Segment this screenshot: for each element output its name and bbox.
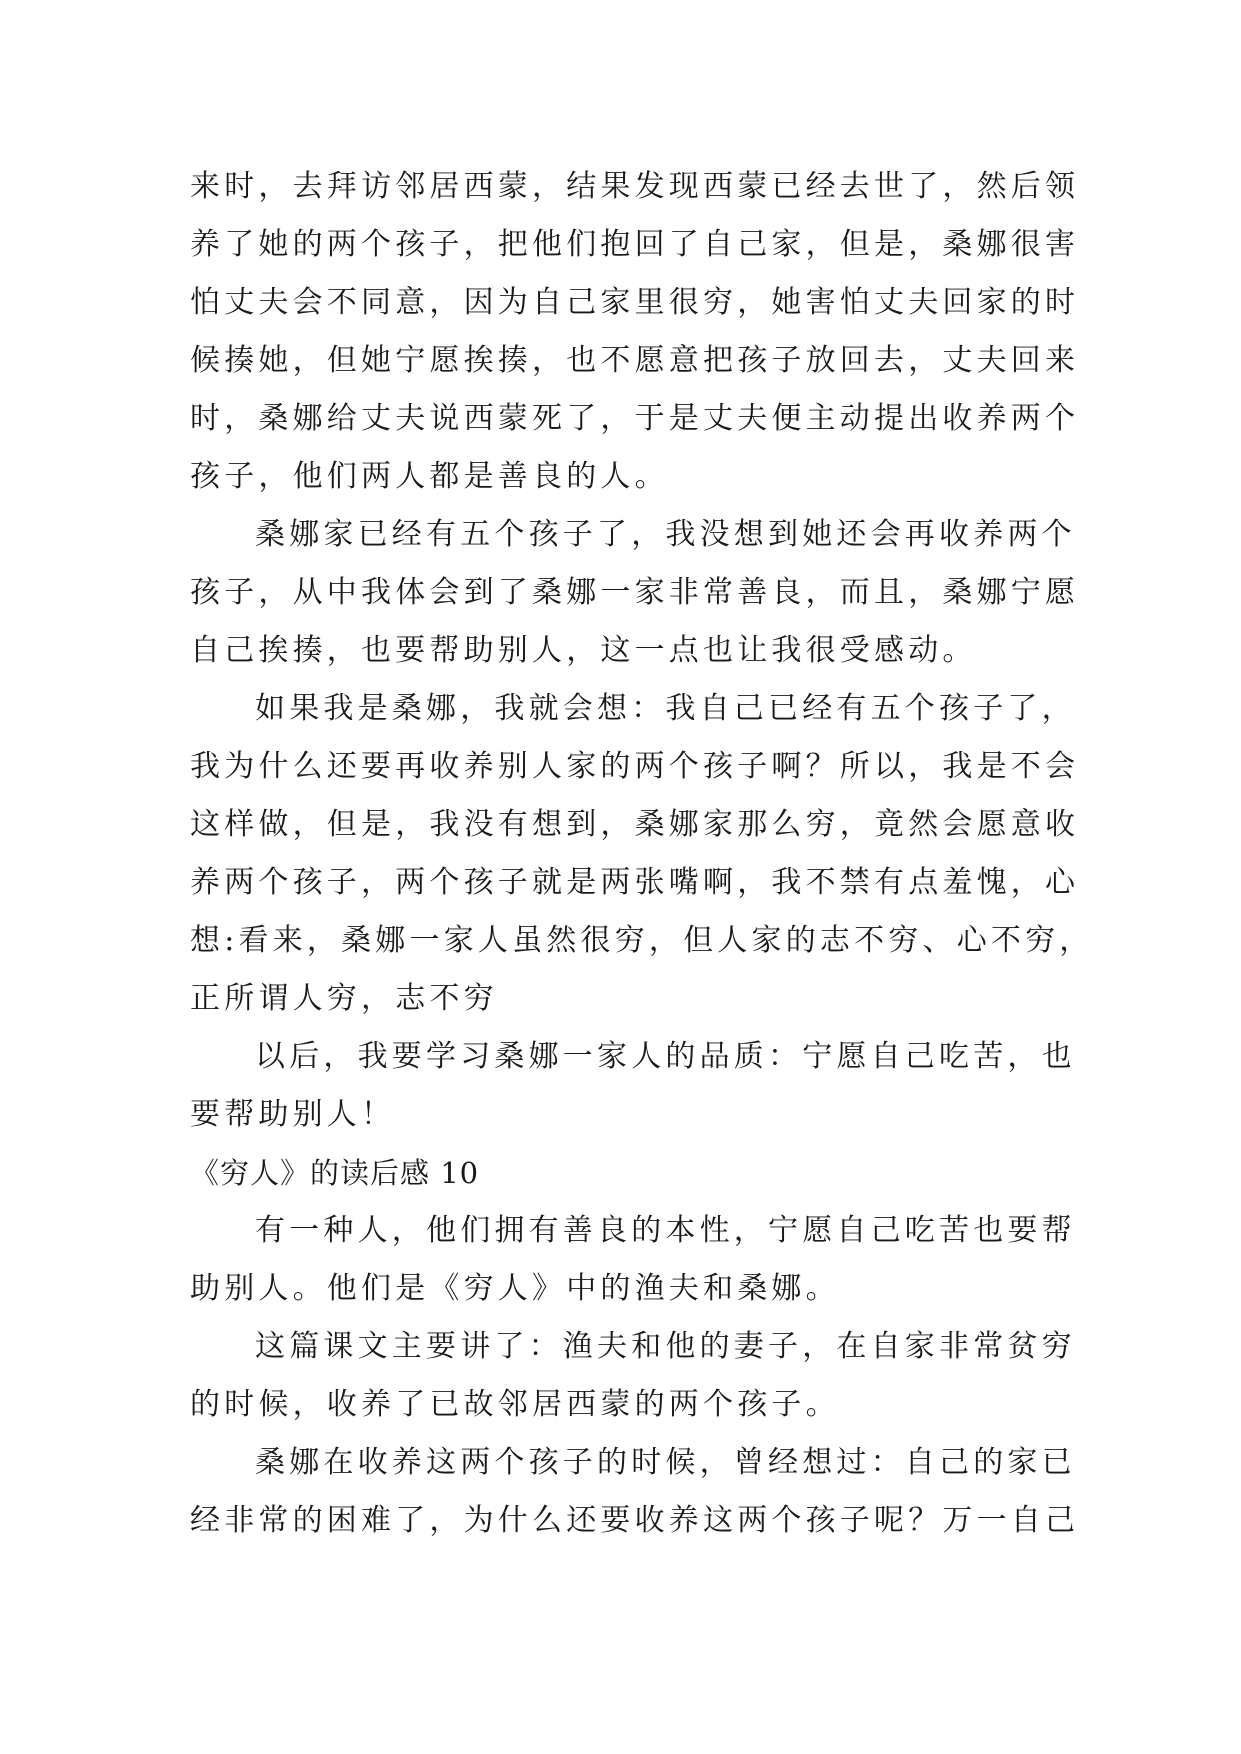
text-line: 养两个孩子，两个孩子就是两张嘴啊，我不禁有点羞愧，心 [190, 865, 1080, 900]
essay-text-block-2 [190, 1202, 1080, 1550]
text-line: 要帮助别人！ [190, 1097, 396, 1132]
text-line: 想:看来，桑娜一家人虽然很穷，但人家的志不穷、心不穷， [190, 923, 1094, 958]
text-line: 经非常的困难了，为什么还要收养这两个孩子呢？万一自己 [190, 1503, 1080, 1538]
text-line: 的时候，收养了已故邻居西蒙的两个孩子。 [190, 1387, 840, 1422]
text-line: 孩子，他们两人都是善良的人。 [190, 459, 669, 494]
text-line: 来时，去拜访邻居西蒙，结果发现西蒙已经去世了，然后领 [190, 169, 1080, 204]
text-line: 自己挨揍，也要帮助别人，这一点也让我很受感动。 [190, 633, 977, 668]
text-line: 怕丈夫会不同意，因为自己家里很穷，她害怕丈夫回家的时 [190, 285, 1080, 320]
text-line: 有一种人，他们拥有善良的本性，宁愿自己吃苦也要帮 [255, 1213, 1076, 1248]
text-line: 这样做，但是，我没有想到，桑娜家那么穷，竟然会愿意收 [190, 807, 1080, 842]
text-line: 孩子，从中我体会到了桑娜一家非常善良，而且，桑娜宁愿 [190, 575, 1080, 610]
text-line: 正所谓人穷，志不穷 [190, 981, 498, 1016]
text-line: 桑娜在收养这两个孩子的时候，曾经想过：自己的家已 [255, 1445, 1076, 1480]
text-line: 时，桑娜给丈夫说西蒙死了，于是丈夫便主动提出收养两个 [190, 401, 1080, 436]
text-line: 养了她的两个孩子，把他们抱回了自己家，但是，桑娜很害 [190, 227, 1080, 262]
text-line: 我为什么还要再收养别人家的两个孩子啊？所以，我是不会 [190, 749, 1080, 784]
text-line: 如果我是桑娜，我就会想：我自己已经有五个孩子了， [255, 691, 1076, 726]
text-line: 以后，我要学习桑娜一家人的品质：宁愿自己吃苦，也 [255, 1039, 1076, 1074]
text-line: 这篇课文主要讲了：渔夫和他的妻子，在自家非常贫穷 [255, 1329, 1076, 1364]
section-heading: 《穷人》的读后感 10 [190, 1156, 480, 1190]
text-line: 候揍她，但她宁愿挨揍，也不愿意把孩子放回去，丈夫回来 [190, 343, 1080, 378]
document-page [190, 158, 1094, 1550]
essay-text-block [190, 158, 1094, 1144]
text-line: 助别人。他们是《穷人》中的渔夫和桑娜。 [190, 1271, 840, 1306]
text-line: 桑娜家已经有五个孩子了，我没想到她还会再收养两个 [255, 517, 1076, 552]
